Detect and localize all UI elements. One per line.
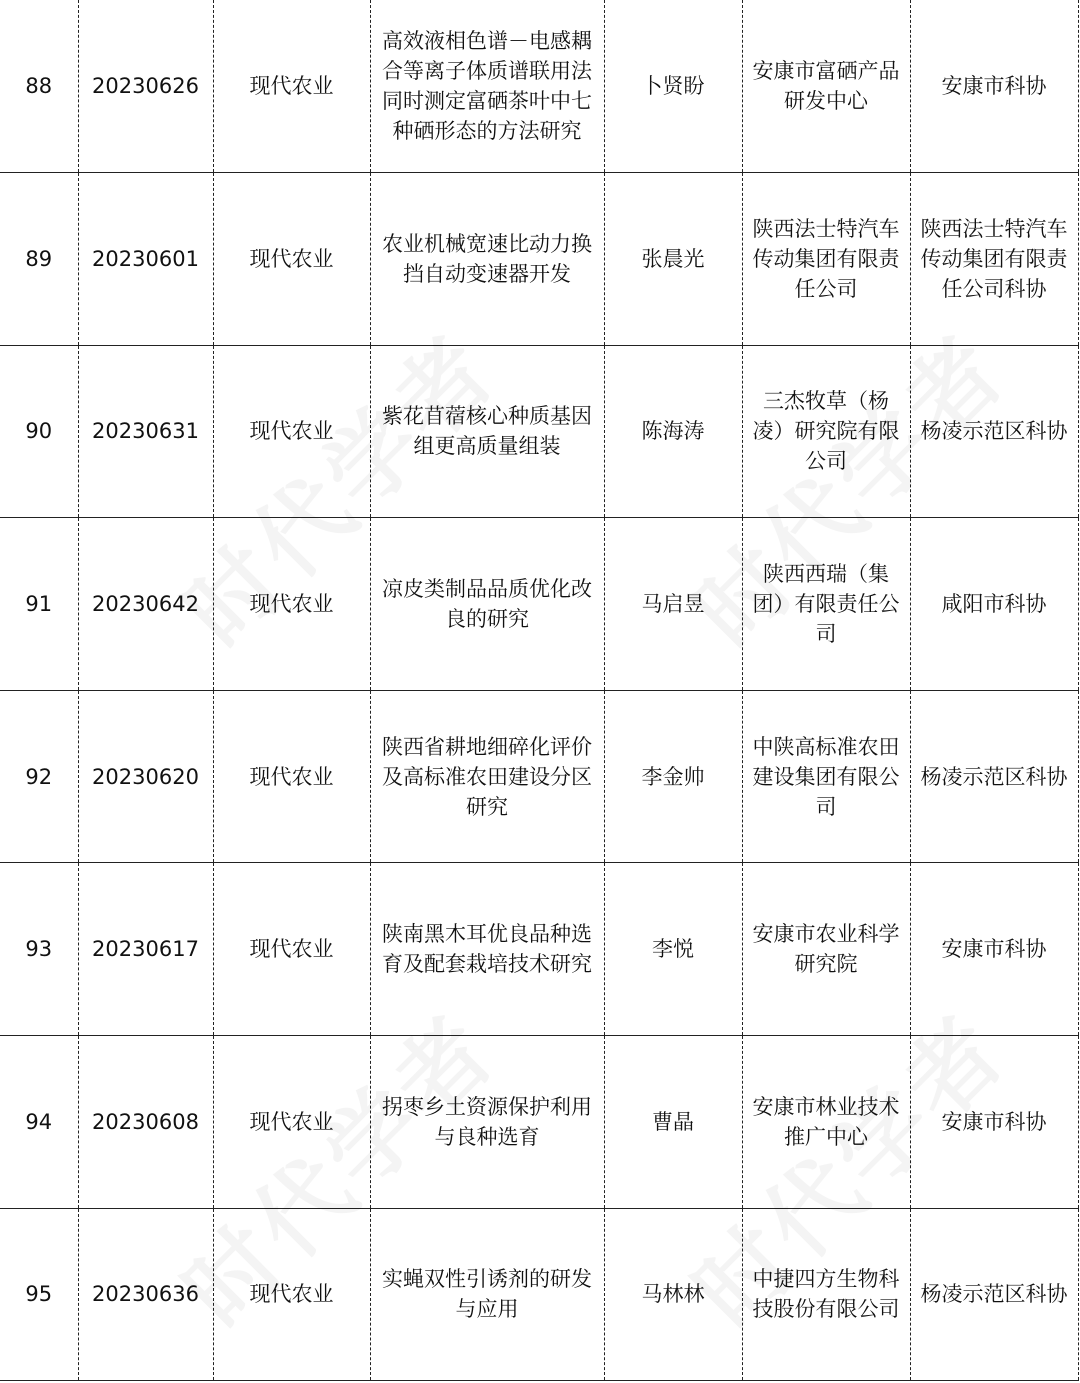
table-row <box>0 518 1078 691</box>
person-name: 李悦 <box>604 863 742 1036</box>
field: 现代农业 <box>213 345 370 518</box>
field: 现代农业 <box>213 863 370 1036</box>
row-number: 94 <box>0 1036 78 1209</box>
person-name: 张晨光 <box>604 173 742 346</box>
project-title: 陕南黑木耳优良品种选育及配套栽培技术研究 <box>370 863 604 1036</box>
table-row <box>0 863 1078 1036</box>
project-title: 农业机械宽速比动力换挡自动变速器开发 <box>370 173 604 346</box>
recommender: 杨凌示范区科协 <box>910 345 1078 518</box>
organization: 中陕高标准农田建设集团有限公司 <box>742 690 910 863</box>
person-name: 卜贤盼 <box>604 0 742 173</box>
table-row <box>0 173 1078 346</box>
project-code: 20230642 <box>78 518 213 691</box>
table-row <box>0 345 1078 518</box>
table-row <box>0 690 1078 863</box>
table-row <box>0 0 1078 173</box>
project-code: 20230601 <box>78 173 213 346</box>
row-number: 90 <box>0 345 78 518</box>
table-row <box>0 1208 1078 1381</box>
project-code: 20230631 <box>78 345 213 518</box>
recommender: 咸阳市科协 <box>910 518 1078 691</box>
field: 现代农业 <box>213 1036 370 1209</box>
project-code: 20230620 <box>78 690 213 863</box>
field: 现代农业 <box>213 690 370 863</box>
project-title: 紫花苜蓿核心种质基因组更高质量组装 <box>370 345 604 518</box>
field: 现代农业 <box>213 173 370 346</box>
row-number: 92 <box>0 690 78 863</box>
person-name: 马启昱 <box>604 518 742 691</box>
row-number: 89 <box>0 173 78 346</box>
project-code: 20230636 <box>78 1208 213 1381</box>
recommender: 陕西法士特汽车传动集团有限责任公司科协 <box>910 173 1078 346</box>
recommender: 安康市科协 <box>910 863 1078 1036</box>
organization: 陕西西瑞（集团）有限责任公司 <box>742 518 910 691</box>
field: 现代农业 <box>213 0 370 173</box>
row-number: 88 <box>0 0 78 173</box>
project-title: 凉皮类制品品质优化改良的研究 <box>370 518 604 691</box>
project-title: 实蝇双性引诱剂的研发与应用 <box>370 1208 604 1381</box>
row-number: 91 <box>0 518 78 691</box>
recommender: 安康市科协 <box>910 1036 1078 1209</box>
person-name: 陈海涛 <box>604 345 742 518</box>
organization: 中捷四方生物科技股份有限公司 <box>742 1208 910 1381</box>
row-number: 95 <box>0 1208 78 1381</box>
row-number: 93 <box>0 863 78 1036</box>
person-name: 马林林 <box>604 1208 742 1381</box>
project-code: 20230626 <box>78 0 213 173</box>
project-title: 拐枣乡土资源保护利用与良种选育 <box>370 1036 604 1209</box>
recommender: 杨凌示范区科协 <box>910 1208 1078 1381</box>
person-name: 曹晶 <box>604 1036 742 1209</box>
organization: 安康市农业科学研究院 <box>742 863 910 1036</box>
table-row <box>0 1036 1078 1209</box>
project-code: 20230617 <box>78 863 213 1036</box>
recommender: 杨凌示范区科协 <box>910 690 1078 863</box>
organization: 安康市林业技术推广中心 <box>742 1036 910 1209</box>
project-title: 陕西省耕地细碎化评价及高标准农田建设分区研究 <box>370 690 604 863</box>
project-title: 高效液相色谱－电感耦合等离子体质谱联用法同时测定富硒茶叶中七种硒形态的方法研究 <box>370 0 604 173</box>
project-code: 20230608 <box>78 1036 213 1209</box>
field: 现代农业 <box>213 518 370 691</box>
organization: 陕西法士特汽车传动集团有限责任公司 <box>742 173 910 346</box>
organization: 三杰牧草（杨凌）研究院有限公司 <box>742 345 910 518</box>
recommender: 安康市科协 <box>910 0 1078 173</box>
field: 现代农业 <box>213 1208 370 1381</box>
organization: 安康市富硒产品研发中心 <box>742 0 910 173</box>
person-name: 李金帅 <box>604 690 742 863</box>
